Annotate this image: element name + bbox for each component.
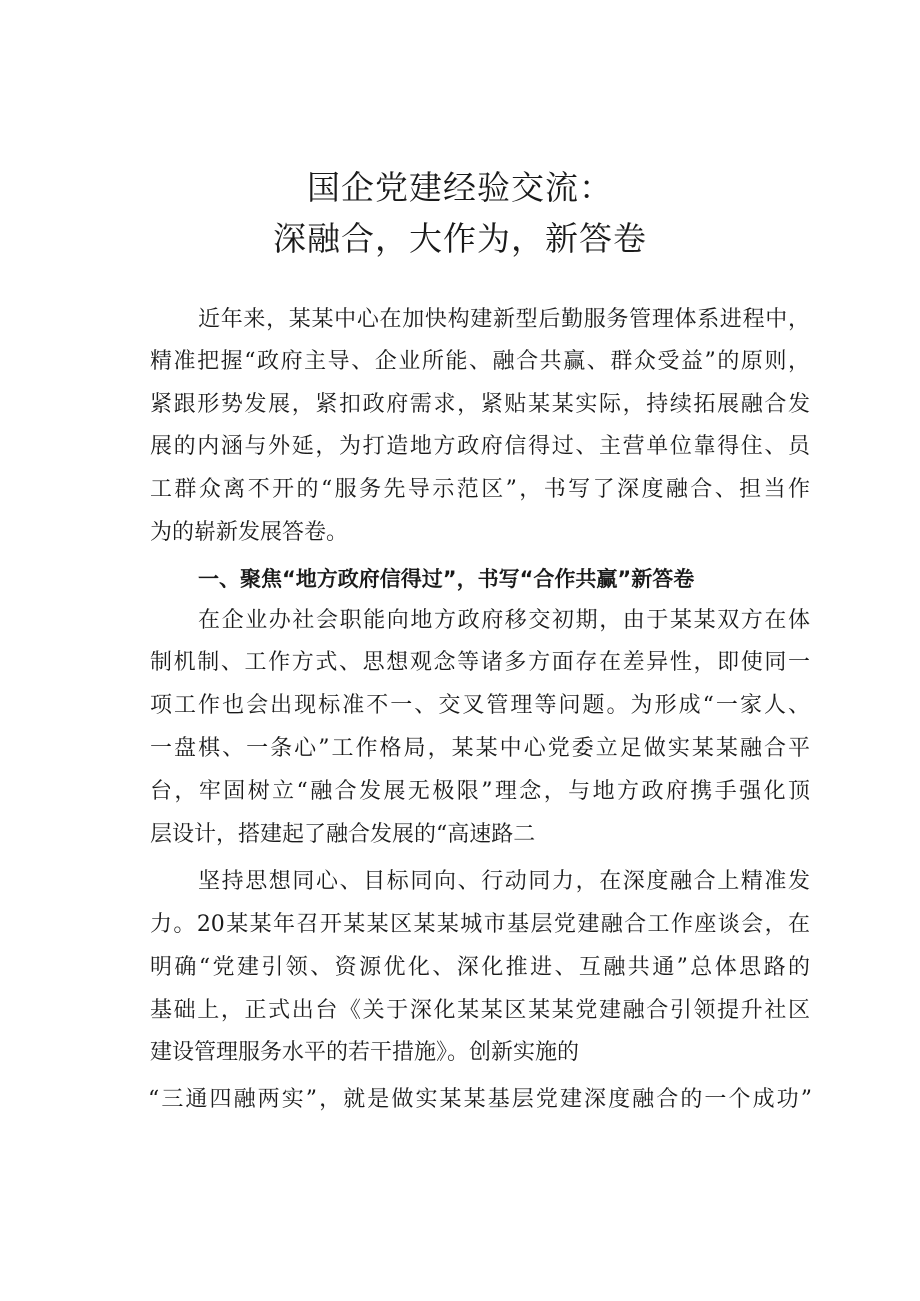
paragraph2-line: 制机制、工作方式、思想观念等诸多方面存在差异性，即使同一 [150,650,810,675]
paragraph3-line: “三通四融两实”，就是做实某某基层党建深度融合的一个成功” [148,1087,812,1112]
paragraph1-line: 展的内涵与外延，为打造地方政府信得过、主营单位靠得住、员 [150,434,810,459]
paragraph2-line: 一盘棋、一条心”工作格局，某某中心党委立足做实某某融合平 [150,736,810,761]
paragraph1-line: 工群众离不开的“服务先导示范区”，书写了深度融合、担当作 [150,477,810,502]
paragraph3-line: 明确“党建引领、资源优化、深化推进、互融共通”总体思路的 [150,955,810,980]
paragraph3-line: 基础上，正式出台《关于深化某某区某某党建融合引领提升社区 [150,998,810,1023]
paragraph3-line: 建设管理服务水平的若干措施》。创新实施的 [150,1040,580,1065]
paragraph2-line: 项工作也会出现标准不一、交叉管理等问题。为形成“一家人、 [150,693,810,718]
document-title-line1: 国企党建经验交流： [307,168,613,207]
paragraph1-line: 紧跟形势发展，紧扣政府需求，紧贴某某实际，持续拓展融合发 [150,392,810,417]
paragraph1-line: 近年来，某某中心在加快构建新型后勤服务管理体系进程中， [198,307,810,332]
section1-heading: 一、聚焦“地方政府信得过”，书写“合作共赢”新答卷 [198,567,695,591]
paragraph3-line: 坚持思想同心、目标同向、行动同力，在深度融合上精准发 [198,869,810,894]
paragraph1-line: 精准把握“政府主导、企业所能、融合共赢、群众受益”的原则， [150,349,810,374]
paragraph1-line: 为的崭新发展答卷。 [150,520,349,545]
paragraph2-line: 台，牢固树立“融合发展无极限”理念，与地方政府携手强化顶 [150,779,810,804]
paragraph2-line: 层设计，搭建起了融合发展的“高速路二 [150,822,536,847]
paragraph3-line: 力。20某某年召开某某区某某城市基层党建融合工作座谈会，在 [150,912,810,937]
document-title-line2: 深融合，大作为，新答卷 [273,219,647,258]
paragraph2-line: 在企业办社会职能向地方政府移交初期，由于某某双方在体 [198,608,810,633]
